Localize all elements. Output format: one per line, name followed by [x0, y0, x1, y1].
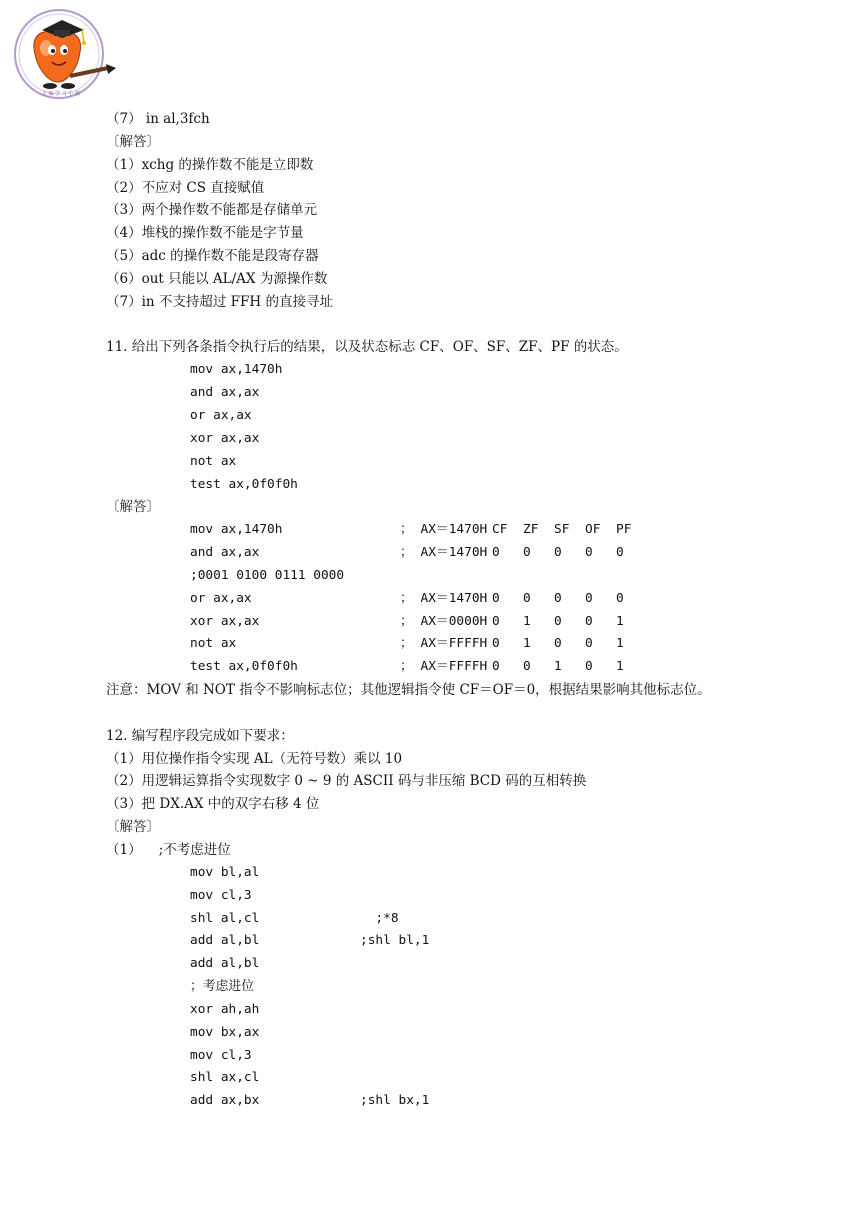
code-line: mov ax,1470h	[190, 362, 283, 378]
flag-cell: 0	[492, 636, 500, 652]
flag-cell: CF	[492, 522, 508, 538]
instr-cell: not ax	[190, 636, 237, 652]
flag-cell: 0	[585, 613, 593, 629]
instr-cell: mov cl,3	[190, 887, 252, 903]
comment-cell: ;*8	[360, 910, 399, 926]
flag-cell: 0	[523, 545, 531, 561]
flag-table-row	[106, 519, 846, 542]
code-row	[106, 1067, 846, 1090]
flag-cell: 0	[585, 659, 593, 675]
code-row	[106, 1022, 846, 1045]
instr-cell: xor ah,ah	[190, 1001, 260, 1017]
flag-cell: 0	[523, 659, 531, 675]
flag-cell: 0	[585, 590, 593, 606]
flag-cell: 0	[492, 659, 500, 675]
flag-table-row	[106, 565, 846, 588]
publisher-logo	[12, 4, 118, 102]
instr-cell: add al,bl	[190, 956, 260, 972]
code-line: or ax,ax	[190, 407, 252, 423]
flag-table-row	[106, 656, 846, 679]
instr-cell: ；考虑进位	[190, 979, 254, 995]
answer-line: （5）adc 的操作数不能是段寄存器	[106, 248, 319, 265]
flag-table-row	[106, 633, 846, 656]
answer-line: （1）xchg 的操作数不能是立即数	[106, 156, 314, 173]
code-row	[106, 930, 846, 953]
flag-cell: SF	[554, 522, 570, 538]
flag-cell: 0	[585, 636, 593, 652]
flag-cell: 0	[554, 613, 562, 629]
instr-cell: add ax,bx	[190, 1093, 260, 1109]
flag-cell: 1	[554, 659, 562, 675]
instr-cell: and ax,ax	[190, 545, 260, 561]
comment-cell: ;shl bl,1	[360, 933, 430, 949]
document-body	[106, 108, 846, 1113]
instr-cell: mov cl,3	[190, 1047, 252, 1063]
logo-caption: 主 编 学 习 小 组	[42, 91, 80, 97]
flag-cell: ZF	[523, 522, 539, 538]
answer-label: 〔解答〕	[106, 133, 160, 150]
code-row	[106, 862, 846, 885]
code-row	[106, 976, 846, 999]
ax-cell: ； AX＝0000H	[400, 613, 488, 629]
flag-cell: 1	[616, 613, 624, 629]
code-row	[106, 999, 846, 1022]
instr-cell: shl ax,cl	[190, 1070, 260, 1086]
flag-cell: OF	[585, 522, 601, 538]
flag-cell: 0	[616, 590, 624, 606]
instr-cell: add al,bl	[190, 933, 260, 949]
code-row	[106, 1045, 846, 1068]
requirement-line: （3）把 DX.AX 中的双字右移 4 位	[106, 796, 320, 813]
flag-cell: 0	[523, 590, 531, 606]
flag-table-row	[106, 588, 846, 611]
ax-cell: ； AX＝1470H	[400, 545, 488, 561]
answer-line: （3）两个操作数不能都是存储单元	[106, 202, 318, 219]
instr-cell: xor ax,ax	[190, 613, 260, 629]
answer-line: （7）in 不支持超过 FFH 的直接寻址	[106, 293, 333, 310]
answer-label: 〔解答〕	[106, 499, 160, 516]
code-row	[106, 953, 846, 976]
code-line: test ax,0f0f0h	[190, 476, 298, 492]
flag-cell: 1	[523, 636, 531, 652]
flag-cell: 0	[492, 613, 500, 629]
flag-cell: 1	[616, 636, 624, 652]
question-10-item-7: （7） in al,3fch	[106, 111, 210, 127]
code-row	[106, 885, 846, 908]
code-row	[106, 1090, 846, 1113]
instr-cell: or ax,ax	[190, 590, 252, 606]
instr-cell: mov bl,al	[190, 864, 260, 880]
flag-cell: 1	[616, 659, 624, 675]
flag-cell: 0	[492, 590, 500, 606]
ax-cell: ； AX＝FFFFH	[400, 659, 488, 675]
instr-cell: mov bx,ax	[190, 1024, 260, 1040]
answer-line: （4）堆栈的操作数不能是字节量	[106, 225, 304, 242]
question-12-title: 12. 编写程序段完成如下要求：	[106, 727, 294, 744]
flag-table-row	[106, 542, 846, 565]
flag-table-row	[106, 611, 846, 634]
ax-cell: ； AX＝1470H	[400, 590, 488, 606]
code-row	[106, 908, 846, 931]
ax-cell: ； AX＝1470H	[400, 522, 488, 538]
answer-label: 〔解答〕	[106, 819, 160, 836]
flag-cell: PF	[616, 522, 632, 538]
note-line: 注意：MOV 和 NOT 指令不影响标志位；其他逻辑指令使 CF＝OF＝0，根据结果影响其他标志位。	[106, 682, 711, 699]
answer-line: （6）out 只能以 AL/AX 为源操作数	[106, 270, 328, 287]
flag-cell: 0	[554, 545, 562, 561]
flag-cell: 0	[554, 636, 562, 652]
requirement-line: （1）用位操作指令实现 AL（无符号数）乘以 10	[106, 750, 403, 767]
code-line: and ax,ax	[190, 385, 260, 401]
apple-mascot-icon	[12, 4, 118, 102]
ax-cell: ； AX＝FFFFH	[400, 636, 488, 652]
flag-cell: 1	[523, 613, 531, 629]
requirement-line: （2）用逻辑运算指令实现数字 0 ~ 9 的 ASCII 码与非压缩 BCD 码的互相转换	[106, 773, 587, 790]
part-1-label: （1） ;不考虑进位	[106, 842, 231, 858]
instr-cell: mov ax,1470h	[190, 522, 283, 538]
flag-cell: 0	[554, 590, 562, 606]
question-11-title: 11. 给出下列各条指令执行后的结果，以及状态标志 CF、OF、SF、ZF、PF 的状态。	[106, 339, 628, 356]
binary-comment: ;0001 0100 0111 0000	[190, 567, 345, 583]
flag-cell: 0	[492, 545, 500, 561]
answer-line: （2）不应对 CS 直接赋值	[106, 179, 265, 196]
code-line: xor ax,ax	[190, 430, 260, 446]
comment-cell: ;shl bx,1	[360, 1093, 430, 1109]
flag-cell: 0	[585, 545, 593, 561]
instr-cell: test ax,0f0f0h	[190, 659, 298, 675]
code-line: not ax	[190, 453, 237, 469]
flag-cell: 0	[616, 545, 624, 561]
instr-cell: shl al,cl	[190, 910, 260, 926]
